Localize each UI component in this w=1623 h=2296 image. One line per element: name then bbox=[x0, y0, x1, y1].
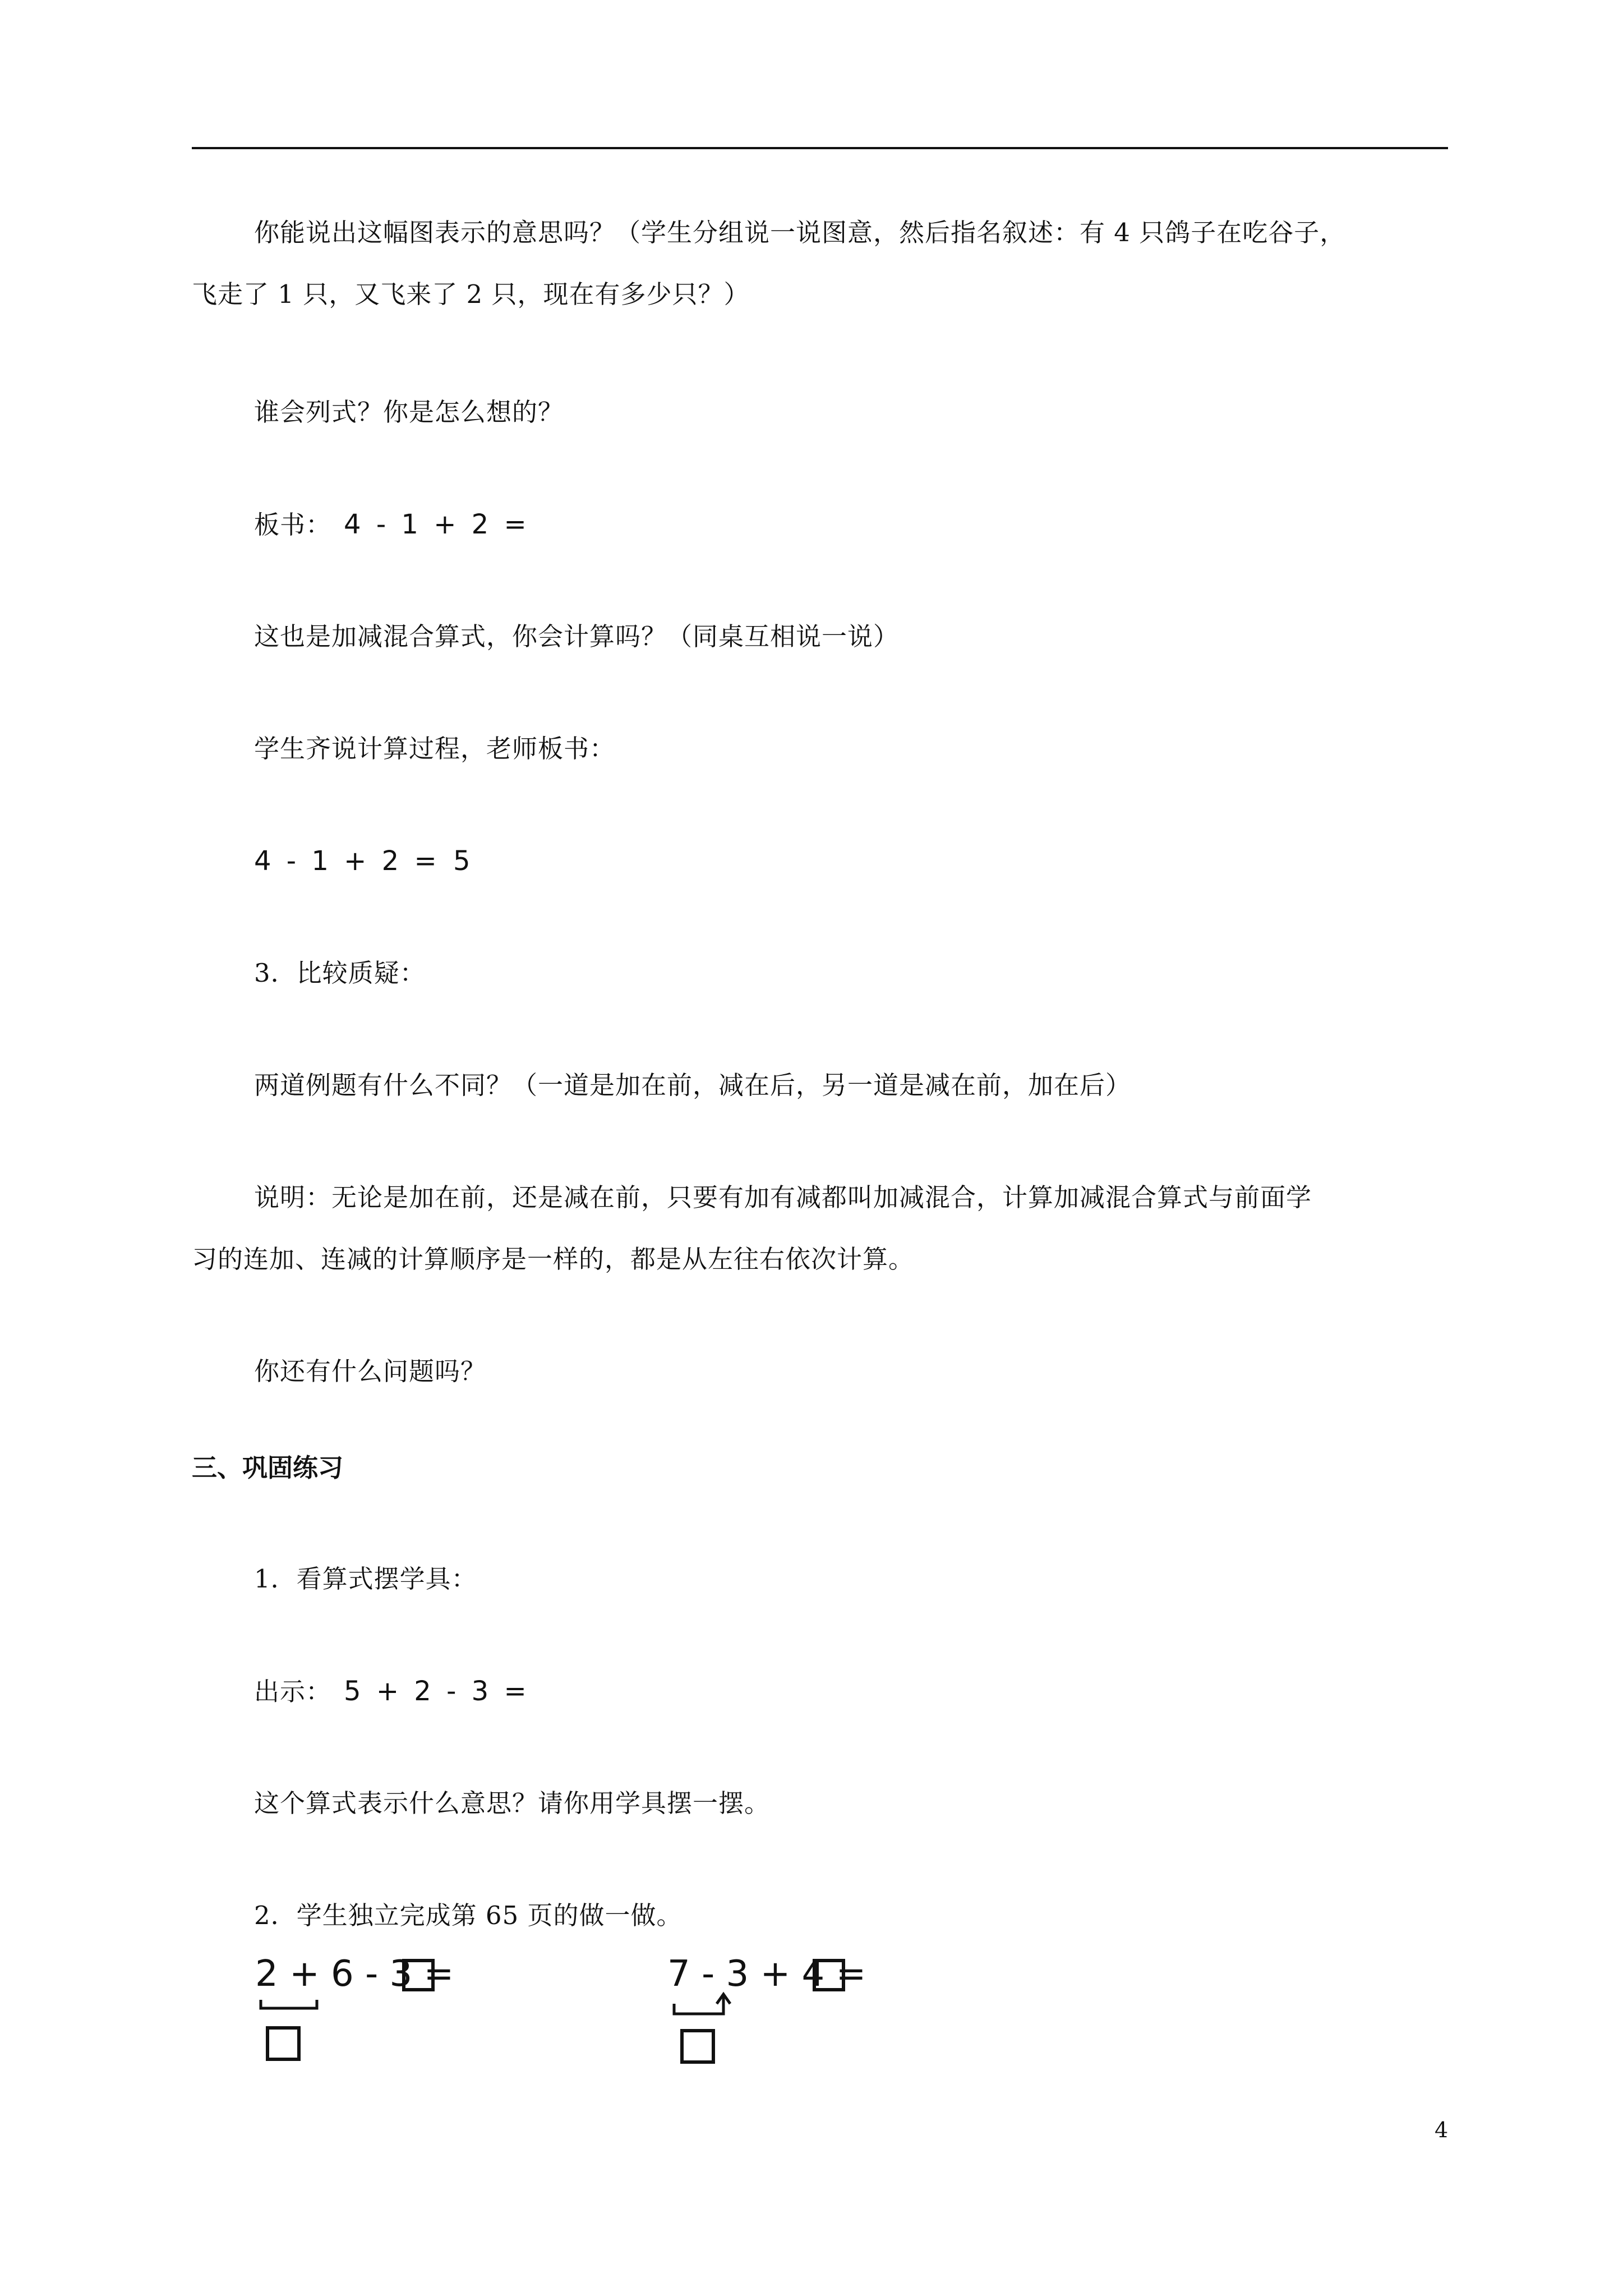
page-number: 4 bbox=[1435, 2118, 1449, 2142]
section-heading-practice: 三、巩固练习 bbox=[192, 1453, 344, 1483]
board-expression: 4 - 1 + 2 = bbox=[344, 509, 530, 540]
paragraph-mixed-calc: 这也是加减混合算式，你会计算吗？（同桌互相说一说） bbox=[254, 622, 900, 651]
exercise-1-intermediate-box[interactable] bbox=[268, 2028, 299, 2059]
exercise-2 bbox=[667, 1952, 869, 2087]
paragraph-explanation: 说明：无论是加在前，还是减在前，只要有加有减都叫加减混合，计算加减混合算式与前面学 bbox=[254, 1182, 1312, 1212]
exercise-1-expression: 2 + 6 - 3 = bbox=[255, 1953, 454, 1995]
result-answer: 5 bbox=[453, 845, 474, 877]
paragraph-explanation-cont: 习的连加、连减的计算顺序是一样的，都是从左往右依次计算。 bbox=[192, 1244, 915, 1274]
paragraph-who-can-write: 谁会列式？你是怎么想的？ bbox=[254, 397, 564, 427]
show-expression: 5 + 2 - 3 = bbox=[344, 1676, 530, 1707]
paragraph-picture-question: 你能说出这幅图表示的意思吗？（学生分组说一说图意，然后指名叙述：有 4 只鸽子在吃谷子， bbox=[254, 218, 1346, 247]
paragraph-compare-question: 两道例题有什么不同？（一道是加在前，减在后，另一道是减在前，加在后） bbox=[254, 1070, 1132, 1100]
exercise-2-bracket bbox=[674, 1994, 723, 2014]
exercise-1 bbox=[255, 1952, 457, 2087]
paragraph-board-writing bbox=[254, 499, 530, 550]
paragraph-practice-2: 2．学生独立完成第 65 页的做一做。 bbox=[254, 1901, 683, 1930]
paragraph-compare-title: 3．比较质疑： bbox=[254, 958, 426, 988]
result-expression: 4 - 1 + 2 = bbox=[254, 845, 440, 877]
paragraph-picture-question-cont: 飞走了 1 只，又飞来了 2 只，现在有多少只？） bbox=[192, 279, 750, 309]
paragraph-show-expression bbox=[254, 1666, 530, 1717]
paragraph-board-result bbox=[254, 836, 474, 887]
paragraph-any-questions: 你还有什么问题吗？ bbox=[254, 1356, 487, 1386]
paragraph-practice-1: 1．看算式摆学具： bbox=[254, 1564, 477, 1594]
exercise-2-expression: 7 - 3 + 4 = bbox=[667, 1953, 866, 1995]
paragraph-meaning-question: 这个算式表示什么意思？请你用学具摆一摆。 bbox=[254, 1788, 771, 1818]
header-rule bbox=[192, 147, 1448, 149]
board-label: 板书： bbox=[254, 510, 332, 540]
show-label: 出示： bbox=[254, 1677, 332, 1706]
paragraph-students-say: 学生齐说计算过程，老师板书： bbox=[254, 734, 616, 763]
exercise-1-bracket bbox=[261, 2000, 317, 2008]
exercise-2-intermediate-box[interactable] bbox=[682, 2031, 713, 2062]
